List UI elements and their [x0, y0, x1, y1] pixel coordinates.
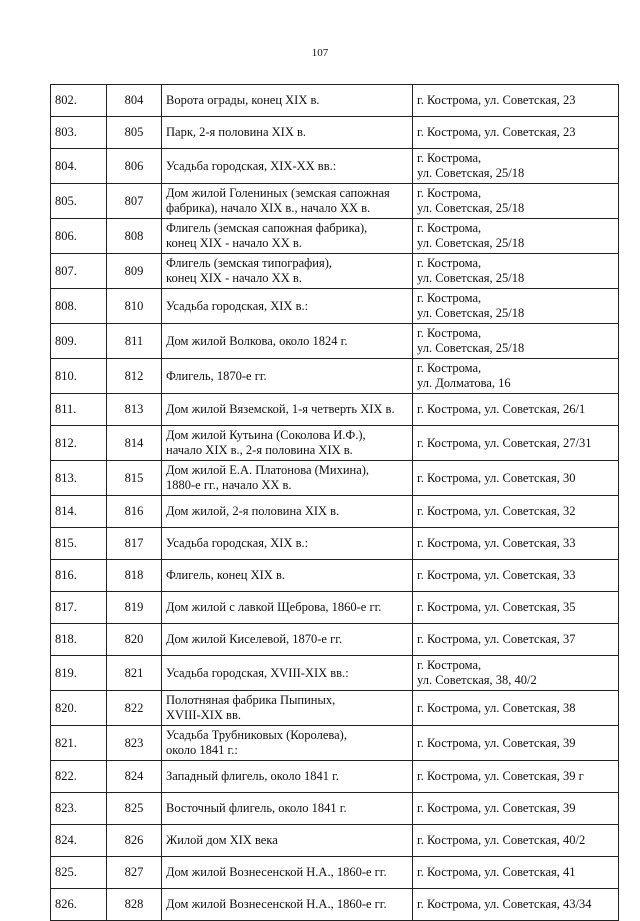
registry-number-cell: 821 [107, 656, 162, 691]
address-cell: г. Кострома, ул. Советская, 32 [413, 496, 619, 528]
address-cell: г. Кострома, ул. Советская, 43/34 [413, 889, 619, 921]
page-number: 107 [311, 47, 329, 59]
object-name-cell: Дом жилой Е.А. Платонова (Михина), 1880-е гг., начало XX в. [162, 461, 413, 496]
table-row [51, 761, 619, 793]
row-number-cell: 806. [51, 219, 107, 254]
registry-number-cell: 824 [107, 761, 162, 793]
row-number-cell: 808. [51, 289, 107, 324]
table-row [51, 117, 619, 149]
row-number-cell: 820. [51, 691, 107, 726]
table-row [51, 324, 619, 359]
table-row [51, 394, 619, 426]
object-name-cell: Усадьба городская, XIX-XX вв.: [162, 149, 413, 184]
object-name-cell: Дом жилой Вознесенской Н.А., 1860-е гг. [162, 857, 413, 889]
address-cell: г. Кострома, ул. Советская, 25/18 [413, 219, 619, 254]
address-cell: г. Кострома, ул. Советская, 25/18 [413, 289, 619, 324]
table-row [51, 691, 619, 726]
table-row [51, 184, 619, 219]
registry-number-cell: 814 [107, 426, 162, 461]
object-name-cell: Ворота ограды, конец XIX в. [162, 85, 413, 117]
object-name-cell: Жилой дом XIX века [162, 825, 413, 857]
row-number-cell: 818. [51, 624, 107, 656]
registry-number-cell: 822 [107, 691, 162, 726]
address-cell: г. Кострома, ул. Советская, 39 [413, 793, 619, 825]
object-name-cell: Западный флигель, около 1841 г. [162, 761, 413, 793]
registry-number-cell: 804 [107, 85, 162, 117]
address-cell: г. Кострома, ул. Советская, 41 [413, 857, 619, 889]
registry-number-cell: 806 [107, 149, 162, 184]
table-row [51, 656, 619, 691]
table-row [51, 461, 619, 496]
address-cell: г. Кострома, ул. Советская, 33 [413, 560, 619, 592]
address-cell: г. Кострома, ул. Советская, 40/2 [413, 825, 619, 857]
table-row [51, 359, 619, 394]
object-name-cell: Флигель, 1870-е гг. [162, 359, 413, 394]
table-row [51, 254, 619, 289]
heritage-registry-table [50, 84, 619, 921]
address-cell: г. Кострома, ул. Советская, 25/18 [413, 324, 619, 359]
row-number-cell: 825. [51, 857, 107, 889]
row-number-cell: 812. [51, 426, 107, 461]
address-cell: г. Кострома, ул. Долматова, 16 [413, 359, 619, 394]
object-name-cell: Дом жилой Вознесенской Н.А., 1860-е гг. [162, 889, 413, 921]
row-number-cell: 805. [51, 184, 107, 219]
object-name-cell: Восточный флигель, около 1841 г. [162, 793, 413, 825]
row-number-cell: 815. [51, 528, 107, 560]
table-row [51, 289, 619, 324]
address-cell: г. Кострома, ул. Советская, 39 г [413, 761, 619, 793]
address-cell: г. Кострома, ул. Советская, 23 [413, 117, 619, 149]
row-number-cell: 817. [51, 592, 107, 624]
table-row [51, 793, 619, 825]
row-number-cell: 823. [51, 793, 107, 825]
object-name-cell: Дом жилой Волкова, около 1824 г. [162, 324, 413, 359]
address-cell: г. Кострома, ул. Советская, 26/1 [413, 394, 619, 426]
registry-number-cell: 818 [107, 560, 162, 592]
registry-number-cell: 823 [107, 726, 162, 761]
registry-number-cell: 827 [107, 857, 162, 889]
table-row [51, 528, 619, 560]
table-row [51, 426, 619, 461]
registry-number-cell: 813 [107, 394, 162, 426]
row-number-cell: 826. [51, 889, 107, 921]
address-cell: г. Кострома, ул. Советская, 23 [413, 85, 619, 117]
object-name-cell: Дом жилой Киселевой, 1870-е гг. [162, 624, 413, 656]
address-cell: г. Кострома, ул. Советская, 25/18 [413, 149, 619, 184]
row-number-cell: 819. [51, 656, 107, 691]
row-number-cell: 802. [51, 85, 107, 117]
registry-number-cell: 828 [107, 889, 162, 921]
registry-number-cell: 826 [107, 825, 162, 857]
object-name-cell: Дом жилой с лавкой Щеброва, 1860-е гг. [162, 592, 413, 624]
address-cell: г. Кострома, ул. Советская, 30 [413, 461, 619, 496]
row-number-cell: 807. [51, 254, 107, 289]
table-row [51, 560, 619, 592]
registry-number-cell: 812 [107, 359, 162, 394]
address-cell: г. Кострома, ул. Советская, 27/31 [413, 426, 619, 461]
table-row [51, 624, 619, 656]
registry-number-cell: 819 [107, 592, 162, 624]
object-name-cell: Дом жилой Кутьина (Соколова И.Ф.), начало XIX в., 2-я половина XIX в. [162, 426, 413, 461]
address-cell: г. Кострома, ул. Советская, 37 [413, 624, 619, 656]
object-name-cell: Дом жилой Голениных (земская сапожная фабрика), начало XIX в., начало XX в. [162, 184, 413, 219]
row-number-cell: 822. [51, 761, 107, 793]
object-name-cell: Флигель (земская типография), конец XIX - начало XX в. [162, 254, 413, 289]
object-name-cell: Усадьба городская, XVIII-XIX вв.: [162, 656, 413, 691]
address-cell: г. Кострома, ул. Советская, 39 [413, 726, 619, 761]
row-number-cell: 811. [51, 394, 107, 426]
registry-number-cell: 810 [107, 289, 162, 324]
object-name-cell: Усадьба городская, XIX в.: [162, 528, 413, 560]
address-cell: г. Кострома, ул. Советская, 35 [413, 592, 619, 624]
object-name-cell: Полотняная фабрика Пыпиных, XVIII-XIX вв. [162, 691, 413, 726]
address-cell: г. Кострома, ул. Советская, 38 [413, 691, 619, 726]
address-cell: г. Кострома, ул. Советская, 38, 40/2 [413, 656, 619, 691]
object-name-cell: Парк, 2-я половина XIX в. [162, 117, 413, 149]
table-row [51, 149, 619, 184]
registry-number-cell: 816 [107, 496, 162, 528]
registry-number-cell: 808 [107, 219, 162, 254]
row-number-cell: 814. [51, 496, 107, 528]
registry-number-cell: 825 [107, 793, 162, 825]
row-number-cell: 824. [51, 825, 107, 857]
registry-table-body [51, 85, 619, 921]
registry-number-cell: 817 [107, 528, 162, 560]
row-number-cell: 809. [51, 324, 107, 359]
object-name-cell: Флигель (земская сапожная фабрика), конец XIX - начало XX в. [162, 219, 413, 254]
table-row [51, 825, 619, 857]
row-number-cell: 821. [51, 726, 107, 761]
registry-number-cell: 811 [107, 324, 162, 359]
address-cell: г. Кострома, ул. Советская, 25/18 [413, 184, 619, 219]
object-name-cell: Усадьба Трубниковых (Королева), около 1841 г.: [162, 726, 413, 761]
address-cell: г. Кострома, ул. Советская, 33 [413, 528, 619, 560]
table-row [51, 726, 619, 761]
table-row [51, 219, 619, 254]
address-cell: г. Кострома, ул. Советская, 25/18 [413, 254, 619, 289]
registry-number-cell: 809 [107, 254, 162, 289]
row-number-cell: 804. [51, 149, 107, 184]
table-row [51, 496, 619, 528]
registry-number-cell: 805 [107, 117, 162, 149]
registry-number-cell: 807 [107, 184, 162, 219]
table-row [51, 592, 619, 624]
object-name-cell: Флигель, конец XIX в. [162, 560, 413, 592]
registry-number-cell: 820 [107, 624, 162, 656]
registry-number-cell: 815 [107, 461, 162, 496]
row-number-cell: 810. [51, 359, 107, 394]
object-name-cell: Усадьба городская, XIX в.: [162, 289, 413, 324]
object-name-cell: Дом жилой, 2-я половина XIX в. [162, 496, 413, 528]
table-row [51, 85, 619, 117]
row-number-cell: 816. [51, 560, 107, 592]
object-name-cell: Дом жилой Вяземской, 1-я четверть XIX в. [162, 394, 413, 426]
row-number-cell: 813. [51, 461, 107, 496]
table-row [51, 857, 619, 889]
row-number-cell: 803. [51, 117, 107, 149]
